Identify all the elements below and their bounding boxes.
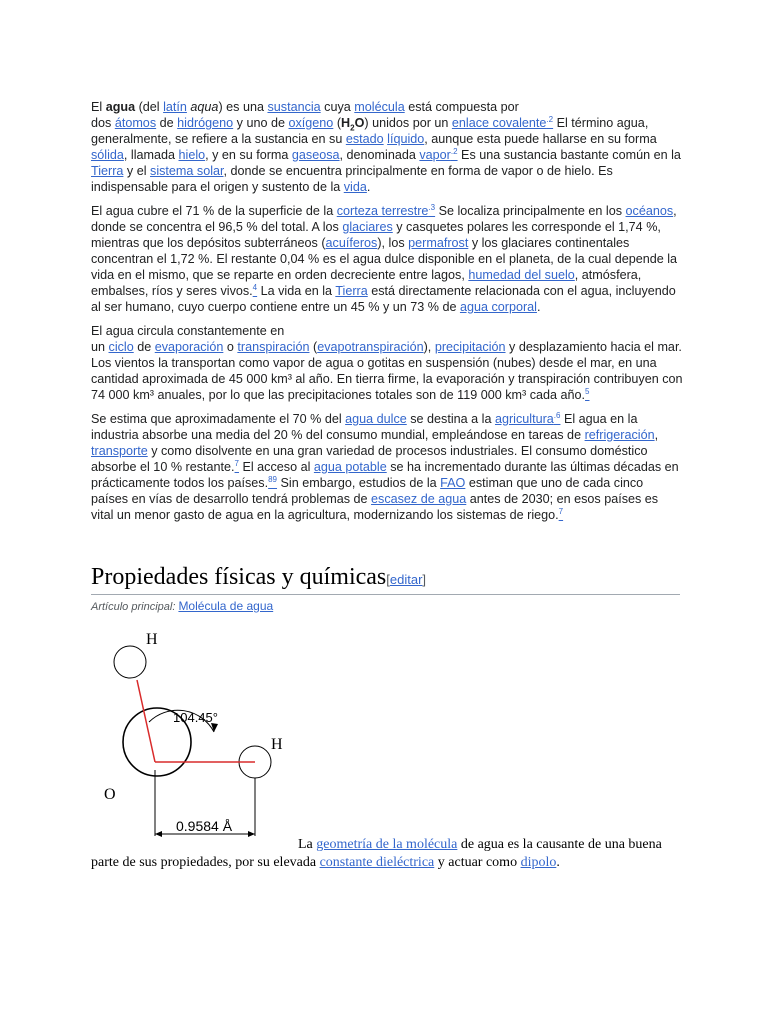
distribution-paragraph bbox=[91, 203, 683, 315]
text-run: El bbox=[91, 100, 106, 114]
inline-link[interactable]: geometría de la molécula bbox=[316, 837, 458, 852]
text-run: cuya bbox=[320, 100, 355, 114]
reference-link[interactable]: 5 bbox=[585, 386, 590, 396]
text-run: Es una sustancia bastante común en la bbox=[457, 148, 681, 162]
text-run: agua bbox=[105, 100, 136, 114]
label-oxygen: O bbox=[104, 786, 116, 803]
inline-link[interactable]: enlace covalente bbox=[451, 116, 547, 130]
inline-link[interactable]: molécula bbox=[354, 100, 405, 114]
text-run: El acceso al bbox=[238, 460, 314, 474]
text-run: se ha incrementado durante las últimas décadas en prácticamente todos los países. bbox=[91, 460, 679, 490]
inline-link[interactable]: hielo bbox=[178, 148, 206, 162]
article-body bbox=[91, 99, 683, 531]
reference-link[interactable]: 7 bbox=[558, 506, 564, 516]
intro-paragraph bbox=[91, 99, 683, 195]
usage-paragraph bbox=[91, 411, 683, 523]
text-run: , llamada bbox=[123, 148, 179, 162]
text-run: , donde se encuentra principalmente en forma de vapor o de hielo. Es indispensable para el origen y sustento de la bbox=[91, 164, 613, 194]
section-heading bbox=[91, 564, 680, 595]
text-run: y el bbox=[123, 164, 151, 178]
text-run: y casquetes polares les corresponde el 1,74 %, mientras que los depósitos subterráneos ( bbox=[91, 220, 661, 250]
inline-link[interactable]: agua potable bbox=[313, 460, 387, 474]
inline-link[interactable]: acuíferos bbox=[325, 236, 378, 250]
inline-link[interactable]: transpiración bbox=[237, 340, 310, 354]
text-run: o bbox=[223, 340, 238, 354]
text-run: (del bbox=[135, 100, 164, 114]
hatnote bbox=[91, 599, 273, 613]
inline-link[interactable]: Tierra bbox=[91, 164, 124, 178]
inline-link[interactable]: precipitación bbox=[434, 340, 506, 354]
inline-link[interactable]: constante dieléctrica bbox=[319, 855, 435, 870]
text-run: y uno de bbox=[233, 116, 289, 130]
inline-link[interactable]: Tierra bbox=[335, 284, 368, 298]
reference-link[interactable]: 89 bbox=[268, 474, 278, 484]
text-run: Sin embargo, estudios de la bbox=[277, 476, 441, 490]
inline-link[interactable]: transporte bbox=[91, 444, 148, 458]
inline-link[interactable]: vida bbox=[343, 180, 367, 194]
inline-link[interactable]: evapotranspiración bbox=[317, 340, 424, 354]
inline-link[interactable]: átomos bbox=[114, 116, 157, 130]
text-run: de bbox=[156, 116, 178, 130]
text-run: . bbox=[536, 300, 541, 314]
inline-link[interactable]: glaciares bbox=[342, 220, 393, 234]
text-run: está directamente relacionada con el agua, incluyendo al ser humano, cuyo cuerpo contiene entre un 45 % y un 73 % de bbox=[91, 284, 676, 314]
text-run: Se estima que aproximadamente el 70 % del bbox=[91, 412, 346, 426]
text-run: y los glaciares continentales concentran el 1,72 %. El restante 0,04 % es el agua dulce disponible en el planeta, de la cual depende la vida en el mismo, que se reparte en orden decreciente entre lagos, bbox=[91, 236, 678, 282]
inline-link[interactable]: oxígeno bbox=[288, 116, 334, 130]
inline-link[interactable]: latín bbox=[163, 100, 187, 114]
text-run: un bbox=[91, 340, 109, 354]
bond-top bbox=[137, 680, 155, 762]
inline-link[interactable]: vapor bbox=[419, 148, 451, 162]
angle-label: 104.45° bbox=[173, 710, 218, 725]
text-run: de bbox=[133, 340, 155, 354]
inline-link[interactable]: permafrost bbox=[408, 236, 469, 250]
text-run: ( bbox=[333, 116, 342, 130]
inline-link[interactable]: escasez de agua bbox=[371, 492, 467, 506]
section-title: Propiedades físicas y químicas bbox=[91, 564, 387, 590]
text-run: Se localiza principalmente en los bbox=[435, 204, 626, 218]
text-run: El agua circula constantemente en bbox=[91, 324, 285, 338]
text-run: ) unidos por un bbox=[364, 116, 452, 130]
inline-link[interactable]: agua corporal bbox=[459, 300, 537, 314]
hydrogen-atom-top bbox=[114, 646, 146, 678]
text-run: , donde se concentra el 96,5 % del total. A los bbox=[91, 204, 677, 234]
inline-link[interactable]: océanos bbox=[625, 204, 674, 218]
reference-link[interactable]: .3 bbox=[428, 202, 436, 212]
edit-section: [editar] bbox=[386, 572, 427, 587]
reference-link[interactable]: .6 bbox=[553, 410, 561, 420]
text-run: ), bbox=[423, 340, 435, 354]
inline-link[interactable]: refrigeración bbox=[584, 428, 655, 442]
text-run: El término agua, generalmente, se refiere a la sustancia en su bbox=[91, 116, 649, 146]
inline-link[interactable]: sólida bbox=[91, 148, 124, 162]
text-run: de agua es la causante de una buena parte de sus propiedades, por su elevada bbox=[91, 837, 662, 870]
text-run: La vida en la bbox=[257, 284, 336, 298]
inline-link[interactable]: hidrógeno bbox=[177, 116, 234, 130]
cycle-paragraph bbox=[91, 323, 683, 403]
inline-link[interactable]: dipolo bbox=[520, 855, 557, 870]
text-run: , aunque esta puede hallarse en su forma bbox=[424, 132, 657, 146]
main-article-link[interactable]: Molécula de agua bbox=[178, 599, 274, 613]
text-run: está compuesta por bbox=[404, 100, 519, 114]
text-run: O bbox=[354, 116, 365, 130]
inline-link[interactable]: estado bbox=[345, 132, 384, 146]
inline-link[interactable]: líquido bbox=[387, 132, 425, 146]
inline-link[interactable]: corteza terrestre bbox=[336, 204, 429, 218]
text-run: El agua en la industria absorbe una media del 20 % del consumo mundial, empleándose en tareas de bbox=[91, 412, 638, 442]
inline-link[interactable]: gaseosa bbox=[291, 148, 340, 162]
text-run: , atmósfera, embalses, ríos y seres vivos. bbox=[91, 268, 642, 298]
inline-link[interactable]: ciclo bbox=[108, 340, 134, 354]
inline-link[interactable]: agricultura bbox=[494, 412, 554, 426]
text-run: H bbox=[341, 116, 351, 130]
reference-link[interactable]: 4 bbox=[252, 282, 258, 292]
text-run: ), los bbox=[377, 236, 409, 250]
reference-link[interactable]: 7 bbox=[234, 458, 239, 468]
inline-link[interactable]: FAO bbox=[440, 476, 466, 490]
inline-link[interactable]: sistema solar bbox=[150, 164, 224, 178]
text-run: ) es una bbox=[218, 100, 268, 114]
water-molecule-diagram bbox=[95, 620, 295, 840]
text-run: , denominada bbox=[339, 148, 420, 162]
hatnote-prefix: Artículo principal: bbox=[91, 601, 176, 613]
text-run: antes de 2030; en esos países es vital un menor gasto de agua en la agricultura, modernizando los sistemas de riego. bbox=[91, 492, 659, 522]
inline-link[interactable]: humedad del suelo bbox=[468, 268, 575, 282]
text-run: y actuar como bbox=[434, 855, 521, 870]
text-run: 2 bbox=[350, 123, 355, 133]
text-run: , y en su forma bbox=[205, 148, 292, 162]
inline-link[interactable]: evaporación bbox=[154, 340, 224, 354]
reference-link[interactable]: .2 bbox=[546, 114, 554, 124]
text-run: aqua bbox=[190, 100, 219, 114]
text-run: ( bbox=[309, 340, 318, 354]
text-run: estiman que uno de cada cinco países en vías de desarrollo tendrá problemas de bbox=[91, 476, 644, 506]
text-run: . bbox=[366, 180, 371, 194]
inline-link[interactable]: agua dulce bbox=[345, 412, 407, 426]
text-run: , bbox=[654, 428, 659, 442]
text-run: y desplazamiento hacia el mar. Los vientos la transportan como vapor de agua o gotitas en suspensión (nubes) desde el mar, en una cantidad aproximada de 45 000 km³ al año. En tierra firme, la evaporación y transpiración contribuyen con 74 000 km³ anuales, por lo que las precipitaciones totales son de 119 000 km³ cada año. bbox=[91, 340, 683, 402]
reference-link[interactable]: .2 bbox=[450, 146, 458, 156]
edit-link[interactable]: editar bbox=[389, 572, 423, 587]
text-run: El agua cubre el 71 % de la superficie de la bbox=[91, 204, 337, 218]
inline-link[interactable]: sustancia bbox=[267, 100, 321, 114]
text-run: La bbox=[298, 837, 317, 852]
text-run: . bbox=[556, 855, 560, 870]
geometry-paragraph bbox=[91, 836, 691, 872]
text-run: dos bbox=[91, 116, 115, 130]
text-run: se destina a la bbox=[406, 412, 495, 426]
length-label: 0.9584 Å bbox=[176, 818, 233, 834]
label-hydrogen-right: H bbox=[271, 736, 283, 753]
label-hydrogen-top: H bbox=[146, 631, 158, 648]
text-run: y como disolvente en una gran variedad de procesos industriales. El consumo doméstico absorbe el 10 % restante. bbox=[91, 444, 648, 474]
